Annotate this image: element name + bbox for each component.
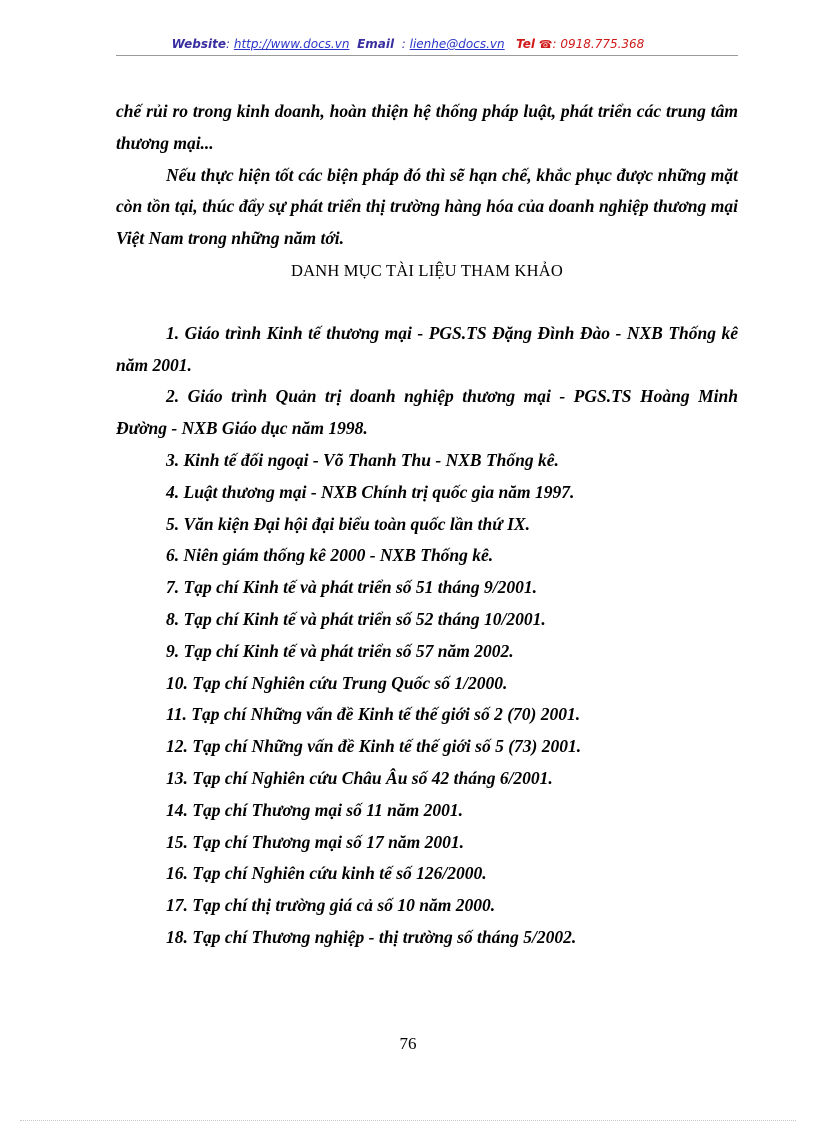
reference-item: 12. Tạp chí Những vấn đề Kinh tế thế giới số 5 (73) 2001. [166, 736, 582, 757]
reference-item: 16. Tạp chí Nghiên cứu kinh tế số 126/2000. [166, 863, 487, 884]
reference-item: 7. Tạp chí Kinh tế và phát triển số 51 tháng 9/2001. [166, 577, 537, 598]
reference-item: 3. Kinh tế đối ngoại - Võ Thanh Thu - NXB Thống kê. [166, 449, 559, 470]
reference-item: 18. Tạp chí Thương nghiệp - thị trường số tháng 5/2002. [166, 926, 577, 947]
reference-item: 14. Tạp chí Thương mại số 11 năm 2001. [166, 799, 463, 820]
page-header [0, 37, 816, 51]
email-separator: : [401, 37, 410, 51]
page-number: 76 [399, 1034, 417, 1053]
reference-list [116, 318, 738, 954]
website-separator: : [226, 37, 234, 51]
reference-item: 4. Luật thương mại - NXB Chính trị quốc gia năm 1997. [166, 481, 575, 502]
reference-item: 17. Tạp chí thị trường giá cả số 10 năm 2000. [166, 895, 496, 916]
reference-item: 13. Tạp chí Nghiên cứu Châu Âu số 42 tháng 6/2001. [166, 767, 553, 788]
reference-item: 11. Tạp chí Những vấn đề Kinh tế thế giới số 2 (70) 2001. [166, 704, 581, 725]
phone-separator: : [552, 37, 561, 51]
page-content [116, 96, 738, 954]
references-heading: DANH MỤC TÀI LIỆU THAM KHẢO [291, 260, 563, 280]
email-link[interactable]: lienhe@docs.vn [409, 37, 505, 51]
reference-item: 10. Tạp chí Nghiên cứu Trung Quốc số 1/2000. [166, 672, 508, 693]
body-paragraph-continued: chế rủi ro trong kinh doanh, hoàn thiện hệ thống pháp luật, phát triển các trung tâm thương mại... [116, 101, 738, 153]
phone-number: 0918.775.368 [560, 37, 645, 51]
telephone-icon: ☎ [538, 38, 553, 51]
footer-divider [20, 1120, 796, 1121]
spacer [116, 287, 738, 318]
reference-item: 5. Văn kiện Đại hội đại biểu toàn quốc lần thứ IX. [166, 513, 530, 534]
reference-item: 9. Tạp chí Kinh tế và phát triển số 57 năm 2002. [166, 640, 514, 661]
reference-item: 6. Niên giám thống kê 2000 - NXB Thống kê. [166, 545, 494, 566]
reference-item: 8. Tạp chí Kinh tế và phát triển số 52 tháng 10/2001. [166, 608, 546, 629]
header-divider [116, 55, 738, 56]
body-paragraph-conclusion: Nếu thực hiện tốt các biện pháp đó thì sẽ hạn chế, khắc phục được những mặt còn tồn tại, thúc đẩy sự phát triển thị trường hàng hóa của doanh nghiệp thương mại Việt Nam trong những năm tới. [116, 164, 738, 249]
email-label: Email [357, 37, 395, 51]
website-label: Website [171, 37, 226, 51]
reference-item: 1. Giáo trình Kinh tế thương mại - PGS.TS Đặng Đình Đào - NXB Thống kê năm 2001. [116, 322, 738, 375]
reference-item: 15. Tạp chí Thương mại số 17 năm 2001. [166, 831, 464, 852]
website-link[interactable]: http://www.docs.vn [233, 37, 350, 51]
tel-label: Tel [516, 37, 535, 51]
reference-item: 2. Giáo trình Quản trị doanh nghiệp thương mại - PGS.TS Hoàng Minh Đường - NXB Giáo dục năm 1998. [116, 386, 738, 439]
